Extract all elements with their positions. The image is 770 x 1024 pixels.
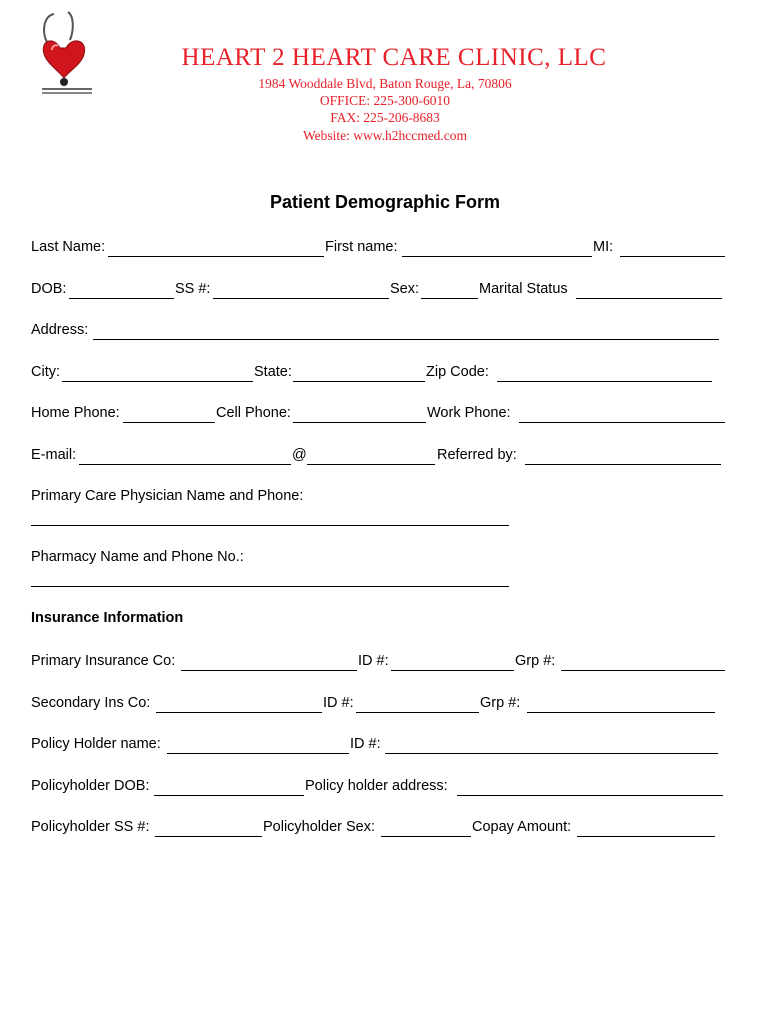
city-label: City: [31, 364, 60, 380]
state-label: State: [254, 364, 292, 380]
policyholder-address-label: Policy holder address: [305, 778, 448, 794]
form-title: Patient Demographic Form [269, 192, 501, 212]
first-name-field[interactable] [402, 256, 592, 257]
policyholder-dob-field[interactable] [154, 795, 304, 796]
dob-label: DOB: [31, 281, 67, 297]
dob-field[interactable] [69, 298, 174, 299]
primary-id-field[interactable] [391, 670, 514, 671]
email-at-sign: @ [292, 447, 307, 463]
pcp-label: Primary Care Physician Name and Phone: [31, 488, 304, 504]
policy-holder-id-label: ID #: [350, 736, 381, 752]
marital-status-label: Marital Status [479, 281, 568, 297]
last-name-field[interactable] [108, 256, 324, 257]
policyholder-dob-label: Policyholder DOB: [31, 778, 150, 794]
zip-code-field[interactable] [497, 381, 712, 382]
clinic-website: Website: www.h2hccmed.com [302, 128, 468, 143]
clinic-name: HEART 2 HEART CARE CLINIC, LLC [181, 44, 607, 71]
ss-field[interactable] [213, 298, 389, 299]
secondary-insurance-field[interactable] [156, 712, 322, 713]
pcp-field[interactable] [31, 525, 509, 526]
primary-insurance-label: Primary Insurance Co: [31, 653, 176, 669]
sex-label: Sex: [390, 281, 420, 297]
sex-field[interactable] [421, 298, 478, 299]
policy-holder-name-field[interactable] [167, 753, 349, 754]
home-phone-field[interactable] [123, 422, 215, 423]
clinic-fax: FAX: 225-206-8683 [330, 110, 440, 125]
city-field[interactable] [62, 381, 253, 382]
primary-insurance-field[interactable] [181, 670, 357, 671]
pharmacy-label: Pharmacy Name and Phone No.: [31, 549, 244, 565]
copay-amount-label: Copay Amount: [472, 819, 572, 835]
marital-status-field[interactable] [576, 298, 722, 299]
secondary-grp-field[interactable] [527, 712, 715, 713]
last-name-label: Last Name: [31, 239, 106, 255]
referred-by-field[interactable] [525, 464, 721, 465]
secondary-grp-label: Grp #: [480, 695, 521, 711]
zip-code-label: Zip Code: [426, 364, 489, 380]
primary-grp-field[interactable] [561, 670, 725, 671]
first-name-label: First name: [325, 239, 398, 255]
home-phone-label: Home Phone: [31, 405, 120, 421]
policyholder-sex-label: Policyholder Sex: [263, 819, 376, 835]
work-phone-field[interactable] [519, 422, 725, 423]
policy-holder-id-field[interactable] [385, 753, 718, 754]
secondary-id-field[interactable] [356, 712, 479, 713]
primary-grp-label: Grp #: [515, 653, 556, 669]
clinic-office-phone: OFFICE: 225-300-6010 [319, 93, 451, 108]
policyholder-address-field[interactable] [457, 795, 723, 796]
primary-id-label: ID #: [358, 653, 389, 669]
work-phone-label: Work Phone: [427, 405, 511, 421]
email-label: E-mail: [31, 447, 77, 463]
policyholder-ss-label: Policyholder SS #: [31, 819, 150, 835]
ss-label: SS #: [175, 281, 211, 297]
clinic-address: 1984 Wooddale Blvd, Baton Rouge, La, 70806 [258, 76, 512, 91]
address-field[interactable] [93, 339, 719, 340]
email-user-field[interactable] [79, 464, 291, 465]
copay-amount-field[interactable] [577, 836, 715, 837]
referred-by-label: Referred by: [437, 447, 517, 463]
cell-phone-field[interactable] [293, 422, 426, 423]
email-domain-field[interactable] [307, 464, 435, 465]
mi-label: MI: [593, 239, 614, 255]
policy-holder-name-label: Policy Holder name: [31, 736, 161, 752]
pharmacy-field[interactable] [31, 586, 509, 587]
secondary-id-label: ID #: [323, 695, 354, 711]
policyholder-ss-field[interactable] [155, 836, 262, 837]
mi-field[interactable] [620, 256, 725, 257]
insurance-section-title: Insurance Information [31, 610, 184, 626]
state-field[interactable] [293, 381, 425, 382]
address-label: Address: [31, 322, 89, 338]
cell-phone-label: Cell Phone: [216, 405, 291, 421]
secondary-insurance-label: Secondary Ins Co: [31, 695, 151, 711]
policyholder-sex-field[interactable] [381, 836, 471, 837]
